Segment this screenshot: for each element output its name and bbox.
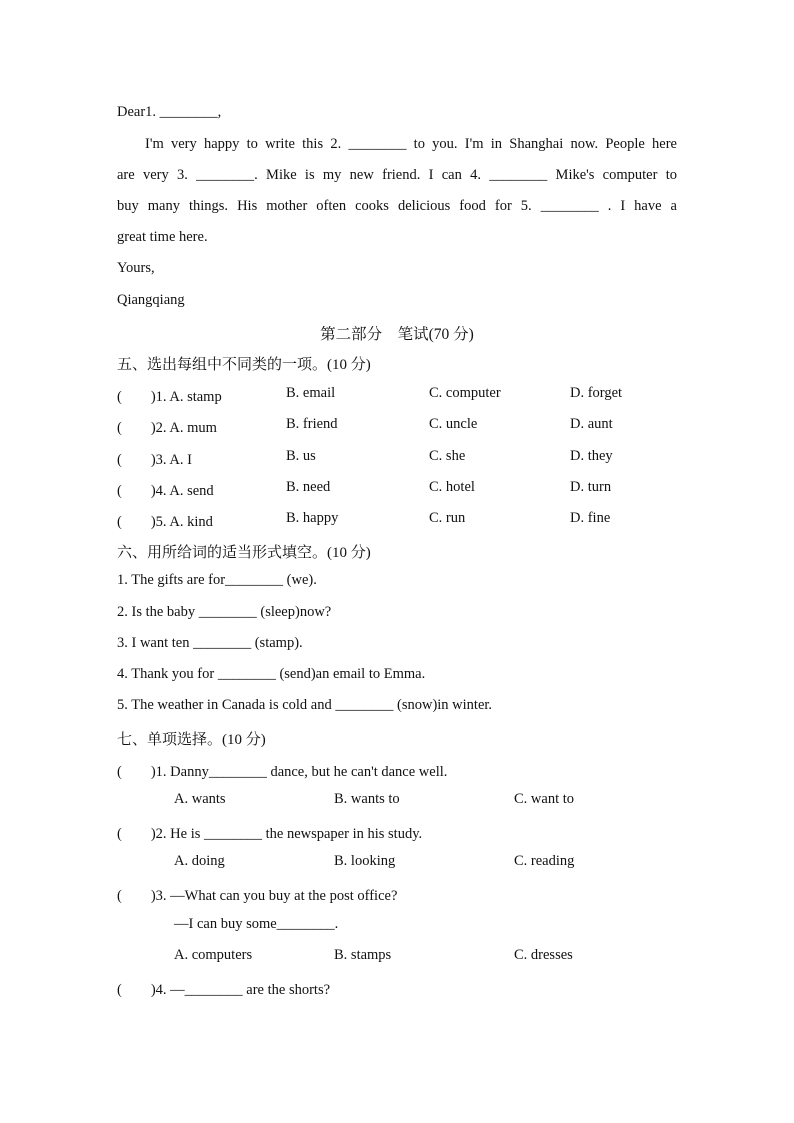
section-seven-q3-stem: ( )3. —What can you buy at the post office? [117, 888, 398, 904]
option-b: B. need [286, 479, 331, 495]
option-a: A. wants [174, 791, 226, 807]
option-d: D. aunt [570, 416, 613, 432]
option-c: C. dresses [514, 947, 573, 963]
option-b: B. stamps [334, 947, 392, 963]
section-five-title: 五、选出每组中不同类的一项。(10 分) [117, 357, 371, 373]
section-seven-q4-stem: ( )4. —________ are the shorts? [117, 982, 331, 998]
section-six-item-3: 3. I want ten ________ (stamp). [117, 635, 303, 651]
section-five-item [117, 385, 717, 405]
section-six-item-5: 5. The weather in Canada is cold and ________ (snow)in winter. [117, 697, 493, 713]
option-c: C. computer [429, 385, 501, 401]
option-b: B. wants to [334, 791, 400, 807]
section-five-item [117, 479, 717, 499]
letter-greeting: Dear1. ________, [117, 104, 222, 120]
item-number-option-a: ( )4. A. send [117, 483, 214, 499]
section-seven-q2-options [174, 853, 694, 873]
section-seven-q2-stem: ( )2. He is ________ the newspaper in his study. [117, 826, 423, 842]
section-six-item-2: 2. Is the baby ________ (sleep)now? [117, 604, 332, 620]
part-two-title: 第二部分 笔试(70 分) [320, 326, 474, 343]
letter-signature: Qiangqiang [117, 292, 185, 308]
item-number-option-a: ( )2. A. mum [117, 420, 217, 436]
item-number-option-a: ( )3. A. I [117, 452, 192, 468]
option-c: C. she [429, 448, 466, 464]
option-a: A. computers [174, 947, 253, 963]
section-seven-q3-options [174, 947, 694, 967]
section-six-item-4: 4. Thank you for ________ (send)an email to Emma. [117, 666, 426, 682]
option-d: D. they [570, 448, 613, 464]
section-seven-q1-stem: ( )1. Danny________ dance, but he can't dance well. [117, 764, 448, 780]
option-d: D. turn [570, 479, 612, 495]
option-d: D. fine [570, 510, 611, 526]
option-d: D. forget [570, 385, 623, 401]
letter-body-line-4: great time here. [117, 229, 208, 245]
option-b: B. email [286, 385, 336, 401]
option-c: C. reading [514, 853, 575, 869]
letter-body-line-3: buy many things. His mother often cooks delicious food for 5. ________ . I have a [117, 198, 677, 214]
option-b: B. looking [334, 853, 396, 869]
option-a: A. doing [174, 853, 225, 869]
section-seven-title: 七、单项选择。(10 分) [117, 732, 266, 748]
section-seven-q3-answer-line: —I can buy some________. [174, 916, 339, 932]
section-six-item-1: 1. The gifts are for________ (we). [117, 572, 317, 588]
item-number-option-a: ( )5. A. kind [117, 514, 213, 530]
letter-body-line-1: I'm very happy to write this 2. ________ to you. I'm in Shanghai now. People here [145, 136, 677, 152]
section-five-item [117, 510, 717, 530]
section-seven-q1-options [174, 791, 694, 811]
option-c: C. uncle [429, 416, 478, 432]
option-b: B. us [286, 448, 316, 464]
section-five-item [117, 448, 717, 468]
letter-closing: Yours, [117, 260, 155, 276]
option-c: C. run [429, 510, 466, 526]
option-c: C. want to [514, 791, 575, 807]
section-five-item [117, 416, 717, 436]
item-number-option-a: ( )1. A. stamp [117, 389, 222, 405]
option-c: C. hotel [429, 479, 475, 495]
section-six-title: 六、用所给词的适当形式填空。(10 分) [117, 545, 371, 561]
letter-body-line-2: are very 3. ________. Mike is my new friend. I can 4. ________ Mike's computer to [117, 167, 677, 183]
option-b: B. happy [286, 510, 339, 526]
option-b: B. friend [286, 416, 338, 432]
